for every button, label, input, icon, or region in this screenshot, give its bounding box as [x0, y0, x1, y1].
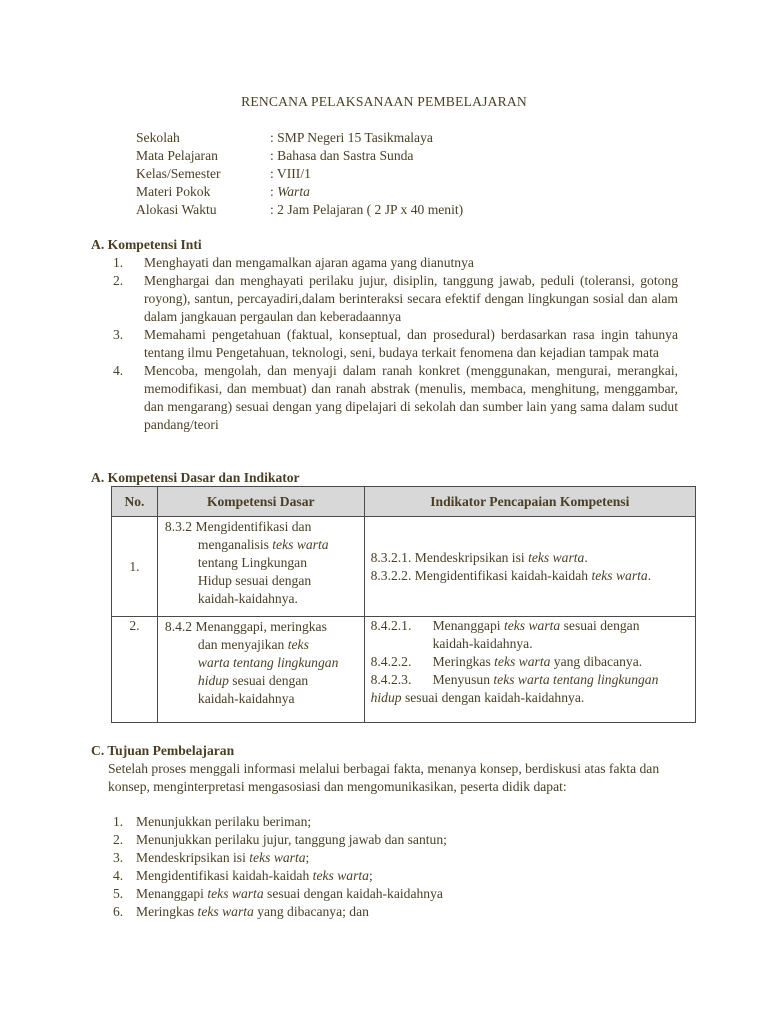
text-line — [198, 672, 364, 690]
italic-run: teks warta — [591, 567, 648, 583]
row-number: 1. — [112, 517, 158, 617]
identity-row — [136, 147, 596, 165]
italic-run: hidup — [370, 690, 402, 705]
italic-run: teks warta — [494, 654, 551, 669]
identity-value-italic: Warta — [277, 184, 310, 199]
tujuan-list — [113, 813, 673, 921]
text-run: Hidup sesuai dengan — [197, 573, 312, 588]
text-run: Menanggapi — [432, 618, 504, 633]
list-number: 4. — [113, 363, 124, 378]
table-header-row — [112, 487, 696, 517]
list-number: 4. — [113, 868, 124, 883]
list-text — [136, 832, 447, 847]
kd-first-line: 8.4.2 Menanggapi, meringkas — [164, 619, 327, 634]
text-run: dan menyajikan — [197, 637, 288, 652]
table-row — [112, 517, 696, 617]
list-item — [113, 254, 678, 272]
indicator-line — [371, 567, 689, 585]
list-number: 6. — [113, 904, 124, 919]
table-row — [112, 617, 696, 723]
text-run: Menanggapi — [136, 886, 208, 901]
text-line — [198, 554, 364, 572]
text-run: kaidah-kaidahnya — [197, 691, 295, 706]
indicator-label: 8.4.2.3. — [370, 672, 412, 687]
indicator-line — [371, 671, 689, 689]
identity-key: Alokasi Waktu — [136, 202, 217, 217]
italic-run: hidup — [197, 673, 229, 688]
identity-block — [136, 129, 596, 219]
list-item — [113, 885, 673, 903]
identity-key: Sekolah — [136, 130, 180, 145]
identity-key: Kelas/Semester — [136, 166, 221, 181]
identity-value-prefix: : — [270, 184, 278, 199]
text-run: Mendeskripsikan isi — [136, 850, 250, 865]
italic-run: teks warta — [528, 549, 585, 565]
text-run: Mendeskripsikan isi — [414, 549, 529, 565]
list-text: Menghargai dan menghayati perilaku jujur, disiplin, tanggung jawab, peduli (toleransi, gotong royong), santun, percayadiri,dalam berinteraksi secara efektif dengan lingkungan sosial dan alam dalam jangkauan pergaulan dan keberadaannya — [144, 273, 678, 324]
text-run: kaidah-kaidahnya. — [432, 636, 533, 651]
list-number: 3. — [113, 327, 124, 342]
text-run: . — [647, 567, 652, 583]
italic-run: teks warta — [249, 850, 306, 865]
section-heading-kompetensi-inti: A. Kompetensi Inti — [91, 237, 202, 252]
tujuan-intro: Setelah proses menggali informasi melalui berbagai fakta, menanya konsep, berdiskusi atas fakta dan konsep, menginterpretasi mengasosiasi dan mengomunikasikan, peserta didik dapat: — [108, 761, 660, 794]
text-line — [433, 617, 689, 635]
indicator-label: 8.3.2.1. — [370, 549, 415, 565]
indicator-text — [433, 671, 689, 689]
text-line — [198, 536, 364, 554]
italic-run: teks warta tentang lingkungan — [493, 672, 659, 687]
identity-key: Mata Pelajaran — [136, 148, 218, 163]
text-run: sesuai dengan kaidah-kaidahnya. — [401, 690, 585, 705]
indicator-text — [433, 653, 689, 671]
list-text — [136, 904, 369, 919]
list-item — [113, 903, 673, 921]
kd-cell — [157, 517, 364, 617]
text-run: Menunjukkan perilaku jujur, tanggung jawab dan santun; — [136, 832, 447, 847]
list-item — [113, 867, 673, 885]
list-item — [113, 813, 673, 831]
text-run: sesuai dengan — [228, 673, 309, 688]
text-line — [198, 590, 364, 608]
text-run: yang dibacanya; dan — [253, 904, 369, 919]
text-run: sesuai dengan — [560, 618, 640, 633]
text-line — [433, 671, 689, 689]
text-run: kaidah-kaidahnya. — [197, 591, 298, 606]
text-run: Meringkas — [432, 654, 495, 669]
list-text — [136, 850, 309, 865]
text-line — [198, 636, 364, 654]
text-line — [198, 654, 364, 672]
identity-key: Materi Pokok — [136, 184, 211, 199]
text-run: Mengidentifikasi kaidah-kaidah — [414, 567, 592, 583]
list-text — [136, 814, 311, 829]
list-text: Mencoba, mengolah, dan menyaji dalam ranah konkret (menggunakan, mengurai, merangkai, memodifikasi, dan membuat) dan ranah abstrak (menulis, membaca, menghitung, menggambar, dan mengarang) sesuai dengan yang dipelajari di sekolah dan sumber lain yang sama dalam sudut pandang/teori — [144, 363, 678, 432]
indicator-label: 8.4.2.1. — [370, 618, 412, 633]
italic-run: teks warta — [197, 904, 254, 919]
list-text: Memahami pengetahuan (faktual, konseptual, dan prosedural) berdasarkan rasa ingin tahunya tentang ilmu Pengetahuan, teknologi, seni, budaya terkait fenomena dan kejadian tampak mata — [144, 327, 678, 360]
indicator-text — [415, 550, 588, 565]
indicator-text — [415, 568, 651, 583]
list-item — [113, 272, 678, 326]
identity-row — [136, 165, 596, 183]
text-run: ; — [368, 868, 373, 883]
indicator-label: 8.3.2.2. — [370, 567, 415, 583]
list-item — [113, 362, 678, 434]
text-line — [433, 635, 689, 653]
text-run: Meringkas — [136, 904, 198, 919]
text-run: Mengidentifikasi kaidah-kaidah — [136, 868, 313, 883]
indicator-tail — [371, 689, 689, 707]
identity-row — [136, 129, 596, 147]
list-number: 1. — [113, 255, 124, 270]
list-text — [136, 886, 443, 901]
list-text: Menghayati dan mengamalkan ajaran agama yang dianutnya — [144, 255, 474, 270]
list-number: 3. — [113, 850, 124, 865]
kd-text — [158, 517, 364, 608]
text-run: Menunjukkan perilaku beriman; — [136, 814, 312, 829]
row-number: 2. — [112, 617, 158, 723]
list-number: 1. — [113, 814, 124, 829]
text-line — [198, 572, 364, 590]
kompetensi-inti-list — [113, 254, 678, 434]
indicator-text — [433, 617, 689, 653]
italic-run: teks warta — [272, 537, 329, 552]
kd-continuation — [165, 536, 364, 608]
list-item — [113, 849, 673, 867]
identity-row — [136, 183, 596, 201]
identity-value: : Bahasa dan Sastra Sunda — [270, 148, 414, 163]
text-run: menganalisis — [197, 537, 273, 552]
list-number: 2. — [113, 832, 124, 847]
section-heading-tujuan: C. Tujuan Pembelajaran — [91, 743, 235, 758]
indicator-line — [371, 549, 689, 567]
text-run: tentang Lingkungan — [197, 555, 308, 570]
column-header-no: No. — [112, 487, 158, 517]
list-text — [136, 868, 373, 883]
identity-value: : VIII/1 — [270, 166, 311, 181]
kd-cell — [157, 617, 364, 723]
indicator-label: 8.4.2.2. — [370, 654, 412, 669]
text-run: yang dibacanya. — [550, 654, 643, 669]
italic-run: teks warta — [503, 618, 561, 633]
column-header-kompetensi-dasar: Kompetensi Dasar — [157, 487, 364, 517]
section-heading-kompetensi-dasar: A. Kompetensi Dasar dan Indikator — [91, 470, 300, 485]
list-number: 2. — [113, 273, 124, 288]
text-run: ; — [305, 850, 310, 865]
identity-row — [136, 201, 596, 219]
indicator-cell — [364, 617, 695, 723]
text-run: Menyusun — [432, 672, 494, 687]
indicator-line — [371, 653, 689, 671]
kd-continuation — [165, 636, 364, 708]
kompetensi-dasar-table — [111, 486, 696, 723]
kd-text — [158, 617, 364, 708]
identity-value: : SMP Negeri 15 Tasikmalaya — [270, 130, 433, 145]
italic-run: teks — [287, 637, 309, 652]
list-item — [113, 326, 678, 362]
text-line — [198, 690, 364, 708]
text-run: sesuai dengan kaidah-kaidahnya — [263, 886, 443, 901]
italic-run: teks warta — [312, 868, 369, 883]
kd-first-line: 8.3.2 Mengidentifikasi dan — [164, 519, 312, 534]
identity-value — [270, 183, 310, 201]
column-header-indikator: Indikator Pencapaian Kompetensi — [364, 487, 695, 517]
text-line — [433, 653, 689, 671]
identity-value: : 2 Jam Pelajaran ( 2 JP x 40 menit) — [270, 202, 464, 217]
list-number: 5. — [113, 886, 124, 901]
indicator-cell — [364, 517, 695, 617]
italic-run: warta tentang lingkungan — [197, 655, 339, 670]
document-title: RENCANA PELAKSANAAN PEMBELAJARAN — [241, 94, 527, 109]
text-run: . — [584, 549, 588, 565]
indicator-line — [371, 617, 689, 653]
list-item — [113, 831, 673, 849]
italic-run: teks warta — [207, 886, 264, 901]
